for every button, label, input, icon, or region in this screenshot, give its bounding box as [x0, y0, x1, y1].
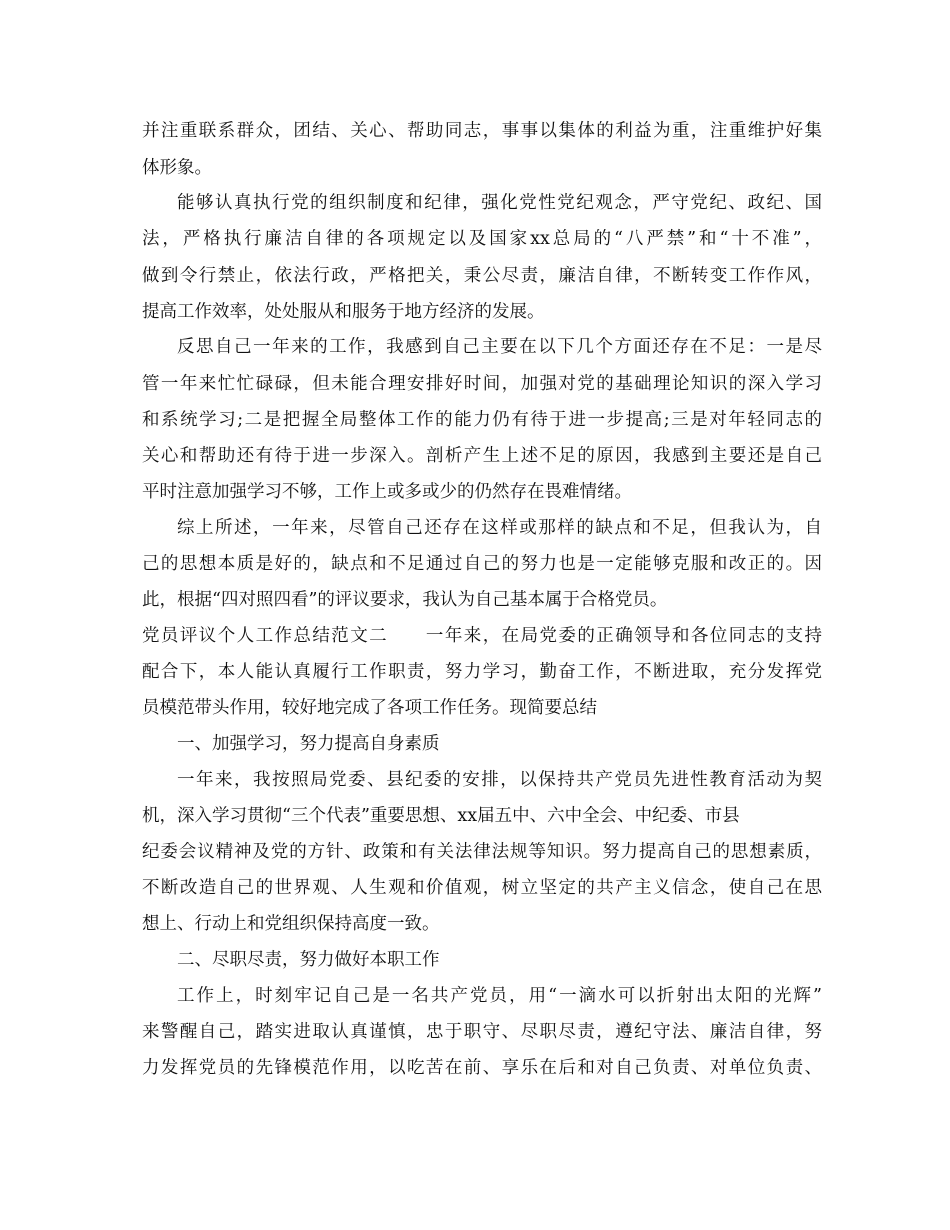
text-line: 想上、行动上和党组织保持高度一致。: [142, 914, 440, 934]
text-line: 此，根据“四对照四看”的评议要求，我认为自己基本属于合格党员。: [142, 590, 668, 610]
text-line: 法，严格执行廉洁自律的各项规定以及国家xx总局的“八严禁”和“十不准”，: [142, 229, 822, 249]
text-line: 机，深入学习贯彻“三个代表”重要思想、xx届五中、六中全会、中纪委、市县: [142, 806, 740, 826]
text-line: 并注重联系群众，团结、关心、帮助同志，事事以集体的利益为重，注重维护好集: [142, 121, 822, 141]
text-line: 提高工作效率，处处服从和服务于地方经济的发展。: [142, 302, 545, 322]
section-heading: 二、尽职尽责，努力做好本职工作: [177, 950, 440, 970]
text-line: 管一年来忙忙碌碌，但未能合理安排好时间，加强对党的基础理论知识的深入学习: [142, 374, 822, 394]
text-line: 关心和帮助还有待于进一步深入。剖析产生上述不足的原因，我感到主要还是自己: [142, 446, 822, 466]
text-line: 员模范带头作用，较好地完成了各项工作任务。现简要总结: [142, 698, 597, 718]
text-line: 来警醒自己，踏实进取认真谨慎，忠于职守、尽职尽责，遵纪守法、廉洁自律，努: [142, 1022, 822, 1042]
text-line: 能够认真执行党的组织制度和纪律，强化党性党纪观念，严守党纪、政纪、国: [177, 193, 822, 213]
text-line: 不断改造自己的世界观、人生观和价值观，树立坚定的共产主义信念，使自己在思: [142, 878, 822, 898]
text-line: 配合下，本人能认真履行工作职责，努力学习，勤奋工作，不断进取，充分发挥党: [142, 662, 822, 682]
text-line: 综上所述，一年来，尽管自己还存在这样或那样的缺点和不足，但我认为，自: [177, 518, 822, 538]
text-line: 工作上，时刻牢记自己是一名共产党员，用“一滴水可以折射出太阳的光辉”: [177, 986, 822, 1006]
text-line: 纪委会议精神及党的方针、政策和有关法律法规等知识。努力提高自己的思想素质，: [142, 842, 822, 862]
text-line: 一年来，我按照局党委、县纪委的安排，以保持共产党员先进性教育活动为契: [177, 770, 822, 790]
text-line: 平时注意加强学习不够，工作上或多或少的仍然存在畏难情绪。: [142, 482, 632, 502]
text-line: 做到令行禁止，依法行政，严格把关，秉公尽责，廉洁自律，不断转变工作作风，: [142, 266, 822, 286]
section-heading: 一、加强学习，努力提高自身素质: [177, 734, 440, 754]
text-line: 党员评议个人工作总结范文二 一年来，在局党委的正确领导和各位同志的支持: [142, 626, 822, 646]
text-line: 反思自己一年来的工作，我感到自己主要在以下几个方面还存在不足：一是尽: [177, 337, 822, 357]
text-line: 和系统学习;二是把握全局整体工作的能力仍有待于进一步提高;三是对年轻同志的: [142, 410, 822, 430]
text-line: 力发挥党员的先锋模范作用，以吃苦在前、享乐在后和对自己负责、对单位负责、: [142, 1058, 822, 1078]
text-line: 己的思想本质是好的，缺点和不足通过自己的努力也是一定能够克服和改正的。因: [142, 554, 822, 574]
text-line: 体形象。: [142, 158, 212, 178]
